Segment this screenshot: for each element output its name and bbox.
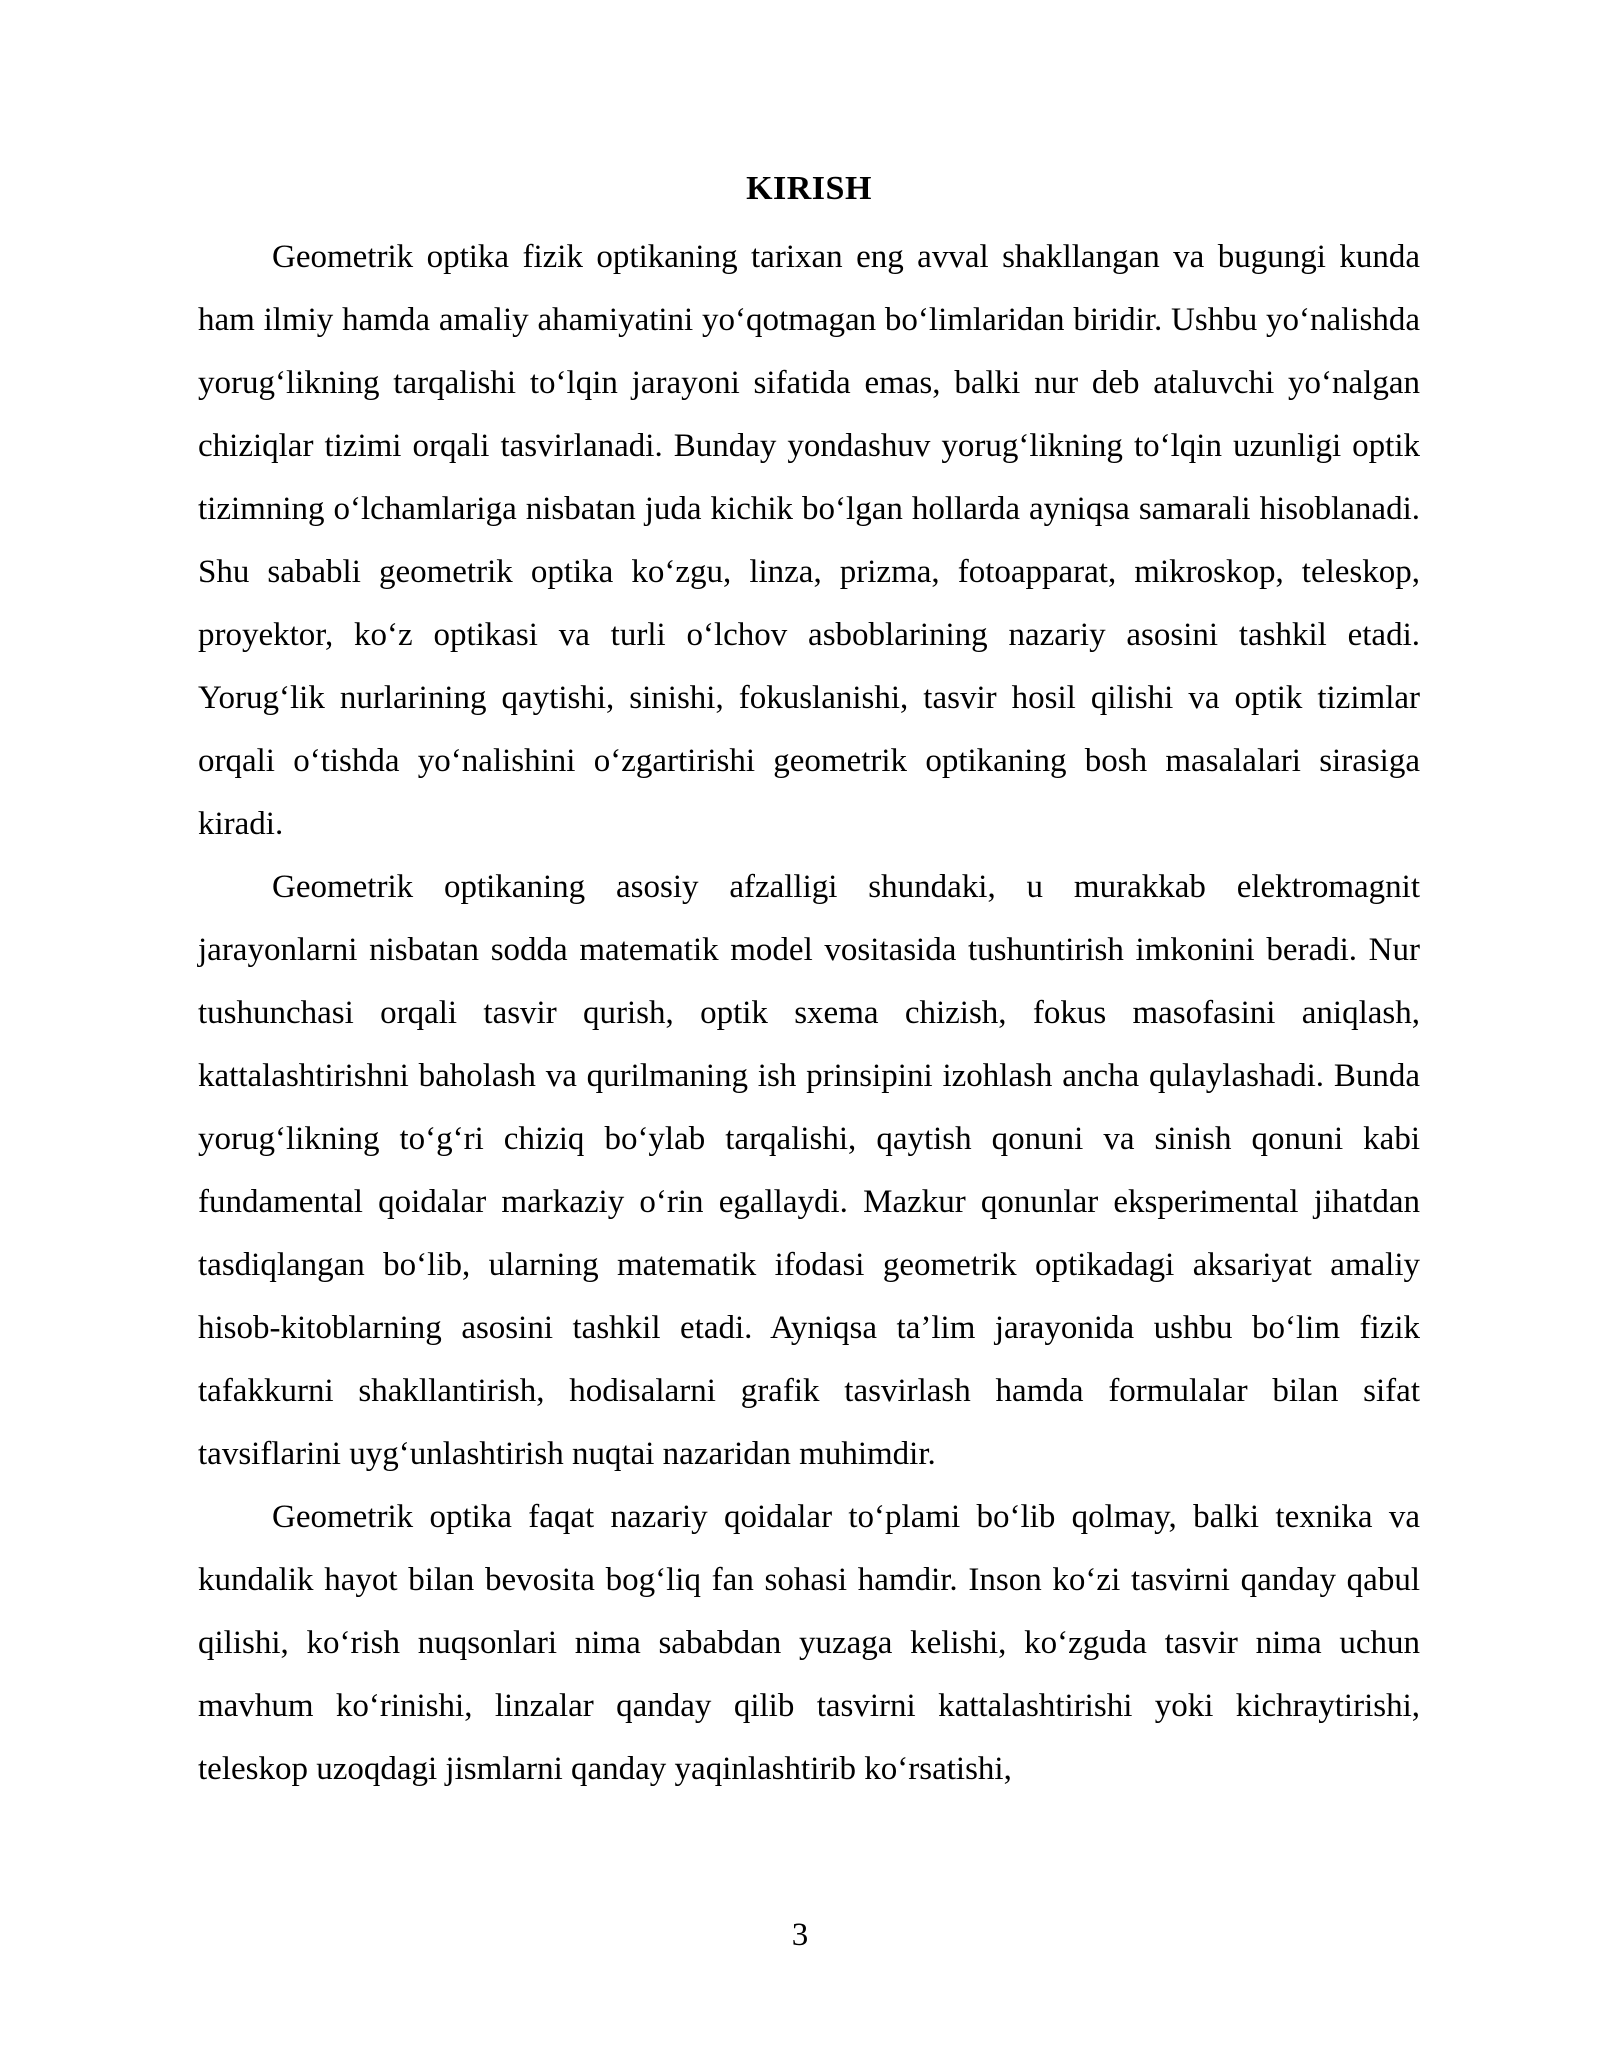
paragraph-1: Geometrik optika fizik optikaning tarixan eng avval shakllangan va bugungi kunda ham ilmiy hamda amaliy ahamiyatini yo‘qotmagan bo‘limlaridan biridir. Ushbu yo‘nalishda yorug‘likning tarqalishi to‘lqin jarayoni sifatida emas, balki nur deb ataluvchi yo‘nalgan chiziqlar tizimi orqali tasvirlanadi. Bunday yondashuv yorug‘likning to‘lqin uzunligi optik tizimning o‘lchamlariga nisbatan juda kichik bo‘lgan hollarda ayniqsa samarali hisoblanadi. Shu sababli geometrik optika ko‘zgu, linza, prizma, fotoapparat, mikroskop, teleskop, proyektor, ko‘z optikasi va turli o‘lchov asboblarining nazariy asosini tashkil etadi. Yorug‘lik nurlarining qaytishi, sinishi, fokuslanishi, tasvir hosil qilishi va optik tizimlar orqali o‘tishda yo‘nalishini o‘zgartirishi geometrik optikaning bosh masalalari sirasiga kiradi. [198, 239, 1420, 842]
section-title: KIRISH [746, 170, 872, 207]
page-content [198, 166, 1420, 1801]
paragraph-3: Geometrik optika faqat nazariy qoidalar to‘plami bo‘lib qolmay, balki texnika va kundalik hayot bilan bevosita bog‘liq fan sohasi hamdir. Inson ko‘zi tasvirni qanday qabul qilishi, ko‘rish nuqsonlari nima sababdan yuzaga kelishi, ko‘zguda tasvir nima uchun mavhum ko‘rinishi, linzalar qanday qilib tasvirni kattalashtirishi yoki kichraytirishi, teleskop uzoqdagi jismlarni qanday yaqinlashtirib ko‘rsatishi, [198, 1499, 1420, 1787]
page-number: 3 [791, 1917, 809, 1953]
paragraph-2: Geometrik optikaning asosiy afzalligi shundaki, u murakkab elektromagnit jarayonlarni nisbatan sodda matematik model vositasida tushuntirish imkonini beradi. Nur tushunchasi orqali tasvir qurish, optik sxema chizish, fokus masofasini aniqlash, kattalashtirishni baholash va qurilmaning ish prinsipini izohlash ancha qulaylashadi. Bunda yorug‘likning to‘g‘ri chiziq bo‘ylab tarqalishi, qaytish qonuni va sinish qonuni kabi fundamental qoidalar markaziy o‘rin egallaydi. Mazkur qonunlar eksperimental jihatdan tasdiqlangan bo‘lib, ularning matematik ifodasi geometrik optikadagi aksariyat amaliy hisob-kitoblarning asosini tashkil etadi. Ayniqsa ta’lim jarayonida ushbu bo‘lim fizik tafakkurni shakllantirish, hodisalarni grafik tasvirlash hamda formulalar bilan sifat tavsiflarini uyg‘unlashtirish nuqtai nazaridan muhimdir. [198, 869, 1420, 1472]
